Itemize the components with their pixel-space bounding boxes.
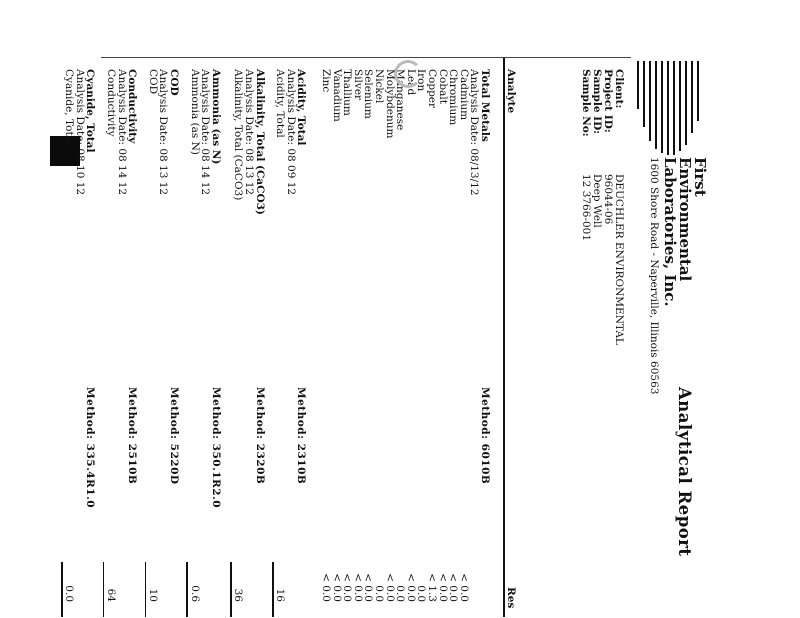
method-label: Method: 350.1R2.0 (209, 387, 222, 509)
analyte-result: < 0.0 (320, 573, 332, 602)
analysis-date: Analysis Date: 08 09 12 (284, 69, 297, 196)
method-label: Method: 6010B (479, 387, 491, 485)
analyte-name: Alkalinity, Total (CaCO3) (232, 69, 245, 201)
analyte-result: 0.0 (373, 585, 385, 602)
result-rule (230, 562, 232, 617)
analyte-result: < 0.0 (457, 573, 470, 602)
analyte-name: Molybdenum (383, 69, 396, 139)
analyte-result: 0.6 (188, 585, 201, 602)
section-title: Cyanide, Total (84, 69, 97, 153)
method-label: Method: 2310B (295, 387, 308, 485)
analysis-date: Analysis Date: 08 10 12 (73, 69, 86, 196)
client-value: DEUCHLER ENVIRONMENTAL (613, 174, 625, 345)
sample-no-value: 12 3766-001 (580, 174, 592, 242)
analyte-name: Iron (415, 69, 428, 92)
analyte-name: Conductivity (105, 69, 117, 137)
analyte-name: Cobalt (436, 69, 449, 104)
analyte-result: 16 (274, 588, 287, 602)
analyte-result: 0.0 (63, 585, 76, 602)
analysis-date: Analysis Date: 08 13 12 (243, 69, 255, 196)
company-name-line: Laboratories, Inc. (661, 157, 679, 307)
company-address: 1600 Shore Road - Naperville, Illinois 60563 (648, 157, 660, 395)
analyte-name: Ammonia (as N) (188, 69, 201, 155)
analyte-result: < 0.0 (404, 573, 417, 602)
result-rule (145, 562, 147, 617)
punch-hole (394, 60, 422, 88)
report-title: Analytical Report (675, 387, 694, 557)
analysis-date: Analysis Date: 08 14 12 (115, 69, 128, 196)
section-title: Alkalinity, Total (CaCO3) (253, 69, 266, 215)
client-label: Client: (613, 69, 625, 109)
analyte-name: Cadmium (457, 69, 470, 121)
sample-id-label: Sample ID: (591, 69, 603, 135)
analyte-result: < 0.0 (383, 573, 396, 602)
analysis-date: Analysis Date: 08 13 12 (157, 69, 170, 196)
section-title: Ammonia (as N) (209, 69, 222, 165)
header-rule (504, 57, 506, 617)
analyte-name: Cyanide, Total (63, 69, 76, 146)
result-rule (272, 562, 274, 617)
analyte-result: 0.0 (394, 585, 407, 602)
analyte-name: Selenium (362, 69, 375, 119)
analyte-name: COD (146, 69, 159, 95)
analyte-result: < 0.0 (362, 573, 375, 602)
project-id-value: 96044-06 (602, 174, 614, 225)
result-rule (61, 562, 63, 617)
analyte-column-header: Analyte (505, 69, 517, 114)
analyte-result: 64 (105, 588, 117, 602)
analyte-result: < 0.0 (436, 573, 449, 602)
company-name (662, 157, 707, 307)
company-name-line: First (691, 157, 709, 197)
report-page (63, 57, 709, 617)
analyte-result: 0.0 (415, 585, 428, 602)
analyte-name: Zinc (320, 69, 332, 93)
section-title: Conductivity (126, 69, 139, 144)
analyte-name: Lead (404, 69, 417, 96)
analyte-name: Vanadium (330, 69, 343, 122)
analysis-date: Analysis Date: 08/13/12 (468, 69, 481, 196)
analyte-result: < 0.0 (330, 573, 343, 602)
project-id-label: Project ID: (602, 69, 614, 133)
sample-no-label: Sample No: (580, 69, 592, 137)
analyte-result: < 0.0 (351, 573, 364, 602)
section-title: COD (168, 69, 180, 96)
section-title: Acidity, Total (295, 69, 308, 146)
analyte-name: Thallium (341, 69, 354, 116)
method-label: Method: 2320B (253, 387, 266, 485)
page-border-line (101, 57, 631, 58)
analyte-name: Silver (351, 69, 364, 101)
analyte-name: Copper (426, 69, 438, 109)
analysis-date: Analysis Date: 08 14 12 (199, 69, 212, 196)
analyte-result: < 0.0 (341, 573, 354, 602)
method-label: Method: 2510B (126, 387, 139, 485)
method-label: Method: 5220D (168, 387, 180, 485)
company-name-line: Environmental (676, 157, 694, 282)
analyte-result: < 0.0 (447, 573, 460, 602)
lab-logo (631, 61, 703, 155)
analyte-name: Acidity, Total (274, 69, 287, 138)
analyte-name: Chromium (447, 69, 460, 126)
analyte-result: 36 (232, 588, 245, 602)
analyte-result: 10 (146, 588, 159, 602)
analyte-name: Manganese (394, 69, 407, 131)
result-rule (103, 562, 105, 617)
analyte-result: < 1.3 (426, 573, 438, 602)
section-title: Total Metals (479, 69, 491, 142)
sample-id-value: Deep Well (591, 174, 603, 228)
result-rule (186, 562, 188, 617)
method-label: Method: 335.4R1.0 (84, 387, 97, 509)
analyte-name: Nickel (373, 69, 385, 104)
result-column-header: Res (505, 587, 517, 609)
